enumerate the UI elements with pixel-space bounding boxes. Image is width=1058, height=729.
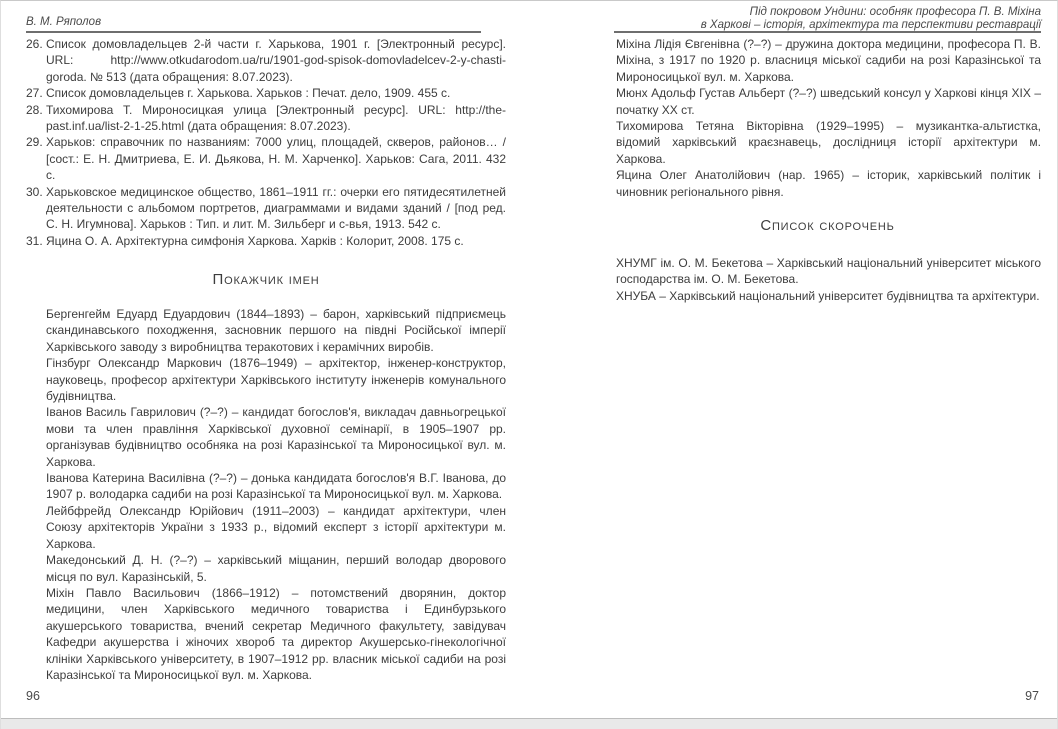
bibliography-item-text: Список домовладельцев 2-й части г. Харькова, 1901 г. [Электронный ресурс]. URL: http://www.otkudarodom.ua/ru/1901-god-spisok-domovladelcev-2-y-chasti-goroda. № 513 (дата обращения: 8.07.2023). bbox=[46, 37, 506, 84]
name-index-entry: Бергенгейм Едуард Едуардович (1844–1893) – барон, харківський підприємець скандинавського походження, засновник першого на півдні Російської імперії Харківського заводу з виробництва теракотових і керамічних виробів. bbox=[46, 307, 506, 354]
bibliography-item-text: Список домовладельцев г. Харькова. Харьков : Печат. дело, 1909. 455 с. bbox=[46, 86, 451, 101]
bibliography-item bbox=[26, 184, 506, 233]
abbreviation-entry: ХНУБА – Харківський національний університет будівництва та архітектури. bbox=[616, 288, 1040, 303]
bibliography-item bbox=[26, 102, 506, 135]
bibliography-item bbox=[26, 134, 506, 183]
name-index-list-right bbox=[616, 36, 1041, 200]
name-index-entry: Тихомирова Тетяна Вікторівна (1929–1995) – музикантка-альтистка, відомий харківський краєзнавець, дослідниця історії архітектури м. Харкова. bbox=[616, 119, 1041, 166]
running-head-right bbox=[614, 6, 1041, 31]
bibliography-item-text: Яцина О. А. Архітектурна симфонія Харкова. Харків : Колорит, 2008. 175 с. bbox=[46, 233, 464, 248]
name-index-heading: Покажчик імен bbox=[212, 271, 320, 288]
bibliography-item bbox=[26, 233, 506, 249]
name-index-entry: Македонський Д. Н. (?–?) – харківський міщанин, перший володар дворового місця по вул. Каразінській, 5. bbox=[46, 553, 506, 584]
name-index-entry: Міхін Павло Васильович (1866–1912) – потомствений дворянин, доктор медицини, член Харківського медичного товариства і Единбурзького акушерського товариства, вчений секретар Медичного факультету, завідувач Кафедри акушерства і жіночих хвороб та директор Акушерсько-гінекологічної клініки Харківського університету, в 1907–1912 рр. власник міської садиби на розі Каразінської та Мироносицької вул. м. Харкова. bbox=[46, 585, 506, 682]
running-head-left bbox=[26, 16, 481, 29]
head-rule-left bbox=[26, 31, 481, 33]
bibliography-item-text: Тихомирова Т. Мироносицкая улица [Электронный ресурс]. URL: http://the-past.inf.ua/list-2-1-25.html (дата обращения: 8.07.2023). bbox=[46, 102, 506, 134]
bibliography-list bbox=[26, 36, 506, 249]
bibliography-item-number: 27. bbox=[26, 86, 43, 101]
abbreviations-heading: Список скорочень bbox=[760, 217, 895, 234]
page-number-right: 97 bbox=[1025, 689, 1039, 703]
running-head-right-line1: Під покровом Ундини: особняк професора П. В. Міхіна bbox=[749, 6, 1041, 18]
head-rule-right bbox=[614, 31, 1041, 33]
page-number-left: 96 bbox=[26, 689, 40, 703]
name-index-entry: Яцина Олег Анатолійович (нар. 1965) – історик, харківський політик і чиновник регіонального рівня. bbox=[616, 168, 1041, 199]
name-index-entry: Міхіна Лідія Євгенівна (?–?) – дружина доктора медицини, професора П. В. Міхіна, з 1917 по 1920 р. власниця міської садиби на розі Каразінської та Мироносицької вул. м. Харкова. bbox=[616, 37, 1041, 84]
running-head-left-text: В. М. Ряполов bbox=[26, 16, 102, 28]
bibliography-item-number: 29. bbox=[26, 135, 43, 150]
name-index-list-left bbox=[46, 306, 506, 683]
abbreviation-entry: ХНУМГ ім. О. М. Бекетова – Харківський національний університет міського господарства ім. О. М. Бекетова. bbox=[616, 256, 1041, 287]
name-index-entry: Іванов Василь Гаврилович (?–?) – кандидат богослов'я, викладач давньогрецької мови та член правління Харківської духовної семінарії, в 1905–1907 рр. організував будівництво особняка на розі Каразінської та Мироносицької вул. м. Харкова. bbox=[46, 405, 506, 469]
bibliography-item-number: 31. bbox=[26, 233, 43, 248]
bibliography-item-text: Харьковское медицинское общество, 1861–1911 гг.: очерки его пятидесятилетней деятельности с альбомом портретов, диаграммами и видами зданий / [под ред. С. Н. Игумнова]. Харьков : Тип. и лит. М. Зильберг и с-вья, 1913. 542 с. bbox=[46, 184, 506, 232]
bibliography-item-number: 26. bbox=[26, 37, 43, 51]
running-head-right-line2: в Харкові – історія, архітектура та перспективи реставрації bbox=[700, 18, 1041, 31]
bibliography-item bbox=[26, 85, 506, 101]
bibliography-item-number: 28. bbox=[26, 102, 43, 117]
name-index-entry: Лейбфрейд Олександр Юрійович (1911–2003) – кандидат архітектури, член Союзу архітекторів України з 1933 р., відомий експерт з історії архітектури м. Харкова. bbox=[46, 503, 506, 551]
bibliography-item-text: Харьков: справочник по названиям: 7000 улиц, площадей, скверов, районов… / [сост.: Е. Н. Дмитриева, Е. И. Дьякова, Н. М. Харченко]. Харьков: Сага, 2011. 432 с. bbox=[46, 135, 506, 183]
page-bottom-edge bbox=[1, 718, 1057, 729]
name-index-entry: Гінзбург Олександр Маркович (1876–1949) – архітектор, інженер-конструктор, науковець, професор архітектури Харківського інституту інженерів комунального будівництва. bbox=[46, 356, 506, 404]
name-index-entry: Іванова Катерина Василівна (?–?) – донька кандидата богослов'я В.Г. Іванова, до 1907 р. володарка садиби на розі Каразінської та Мироносицької вул. м. Харкова. bbox=[46, 471, 506, 502]
name-index-entry: Мюнх Адольф Густав Альберт (?–?) шведський консул у Харкові кінця XIX – початку XX ст. bbox=[616, 86, 1041, 117]
bibliography-item-number: 30. bbox=[26, 184, 43, 199]
abbreviations-list bbox=[616, 255, 1041, 304]
bibliography-item bbox=[26, 36, 506, 85]
